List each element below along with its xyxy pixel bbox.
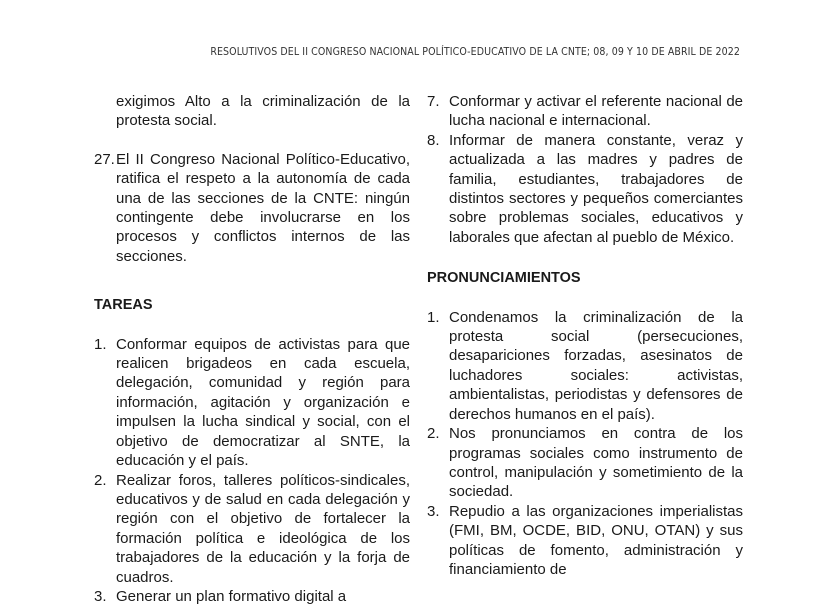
pronunciamientos-item-2 xyxy=(427,424,743,502)
item-text: Conformar equipos de activistas para que realicen brigadeos en cada escuela, delegación, comunidad y región para información, agitación y organización e impulsen la lucha sindical y social, con el objetivo de democratizar al SNTE, la educación y el país. xyxy=(116,335,410,470)
item-number: 3. xyxy=(427,502,440,520)
list-item-27 xyxy=(94,150,410,266)
pronunciamientos-item-1 xyxy=(427,308,743,424)
item-number: 1. xyxy=(427,308,440,326)
item-number: 3. xyxy=(94,587,107,605)
left-column xyxy=(94,92,410,606)
pronunciamientos-item-3 xyxy=(427,502,743,580)
right-column xyxy=(427,92,743,579)
item-text: Informar de manera constante, veraz y actualizada a las madres y padres de familia, estudiantes, trabajadores de distintos sectores y pequeños comerciantes sobre problemas sociales, educativos y laborales que afectan al pueblo de México. xyxy=(449,131,743,246)
item-number: 27. xyxy=(94,150,115,168)
item-text: Nos pronunciamos en contra de los programas sociales como instrumento de control, manipulación y sometimiento de la sociedad. xyxy=(449,425,743,501)
tareas-item-3 xyxy=(94,587,410,606)
item-text: Repudio a las organizaciones imperialistas (FMI, BM, OCDE, BID, ONU, OTAN) y sus políticas de fomento, administración y financiamiento de xyxy=(449,502,743,578)
page-header: RESOLUTIVOS DEL II CONGRESO NACIONAL POLÍTICO-EDUCATIVO DE LA CNTE; 08, 09 Y 10 DE ABRIL DE 2022 xyxy=(210,46,740,58)
item-number: 8. xyxy=(427,131,440,149)
tareas-heading: TAREAS xyxy=(94,297,153,314)
item-text: Realizar foros, talleres políticos-sindicales, educativos y de salud en cada delegación y región con el objetivo de fortalecer la formación política e ideológica de los trabajadores de la educación y la forja de cuadros. xyxy=(116,471,410,586)
continuation-text: exigimos Alto a la criminalización de la protesta social. xyxy=(116,93,410,130)
item-text: Condenamos la criminalización de la protesta social (persecuciones, desapariciones forzadas, asesinatos de luchadores sociales: activistas, ambientalistas, periodistas y defensores de derechos humanos en el país). xyxy=(449,308,743,423)
tareas-item-1 xyxy=(94,335,410,471)
item-number: 7. xyxy=(427,93,440,110)
item-text: Generar un plan formativo digital a xyxy=(116,587,347,605)
tareas-item-2 xyxy=(94,471,410,587)
list-item-7 xyxy=(427,92,743,131)
item-number: 1. xyxy=(94,335,107,353)
item-number: 2. xyxy=(427,425,440,443)
list-item-8 xyxy=(427,131,743,247)
item-number: 2. xyxy=(94,471,107,489)
item-text: El II Congreso Nacional Político-Educativo, ratifica el respeto a la autonomía de cada una de las secciones de la CNTE: ningún contingente debe involucrarse en los procesos y conflictos internos de las secciones. xyxy=(116,150,410,265)
item-text: Conformar y activar el referente nacional de lucha nacional e internacional. xyxy=(449,93,743,130)
pronunciamientos-heading: PRONUNCIAMIENTOS xyxy=(427,270,581,287)
